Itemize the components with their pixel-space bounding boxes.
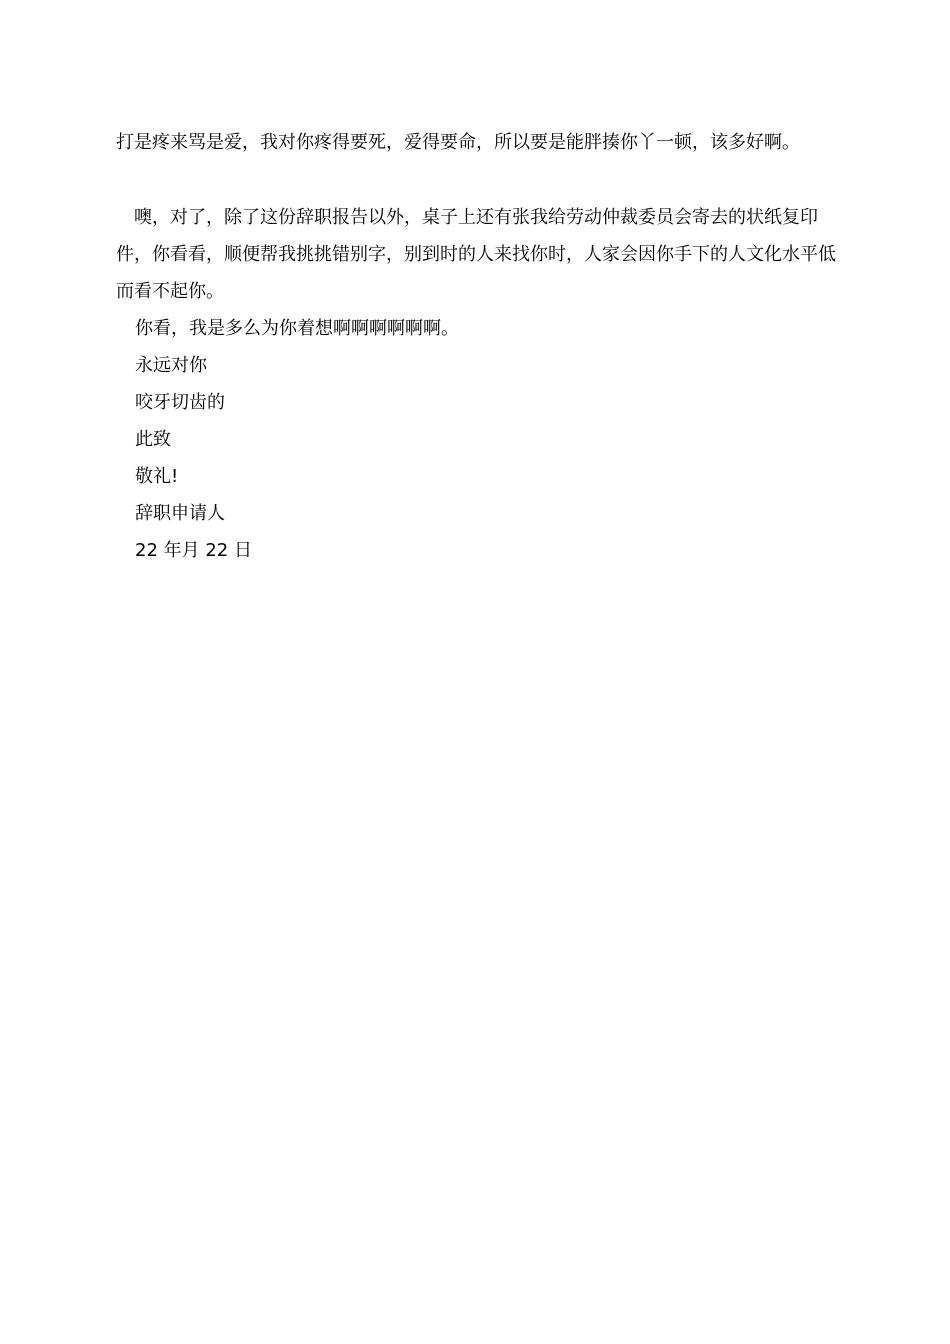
closing-line-4: 敬礼! bbox=[135, 466, 179, 487]
paragraph-2: 噢，对了，除了这份辞职报告以外，桌子上还有张我给劳动仲裁委员会寄去的状纸复印件，你看看，顺便帮我挑挑错别字，别到时的人来找你时，人家会因你手下的人文化水平低而看不起你。 bbox=[116, 207, 836, 302]
closing-line-3: 此致 bbox=[135, 429, 171, 450]
paragraph-3: 你看，我是多么为你着想啊啊啊啊啊啊。 bbox=[135, 318, 459, 339]
paragraph-1: 打是疼来骂是爱，我对你疼得要死，爱得要命，所以要是能胖揍你丫一顿，该多好啊。 bbox=[116, 132, 800, 153]
signature-line: 辞职申请人 bbox=[135, 503, 225, 524]
document-body bbox=[116, 124, 846, 569]
closing-line-1: 永远对你 bbox=[135, 355, 207, 376]
date-line: 22 年月 22 日 bbox=[135, 540, 252, 561]
closing-line-2: 咬牙切齿的 bbox=[135, 392, 225, 413]
paragraph-spacer bbox=[116, 161, 846, 199]
